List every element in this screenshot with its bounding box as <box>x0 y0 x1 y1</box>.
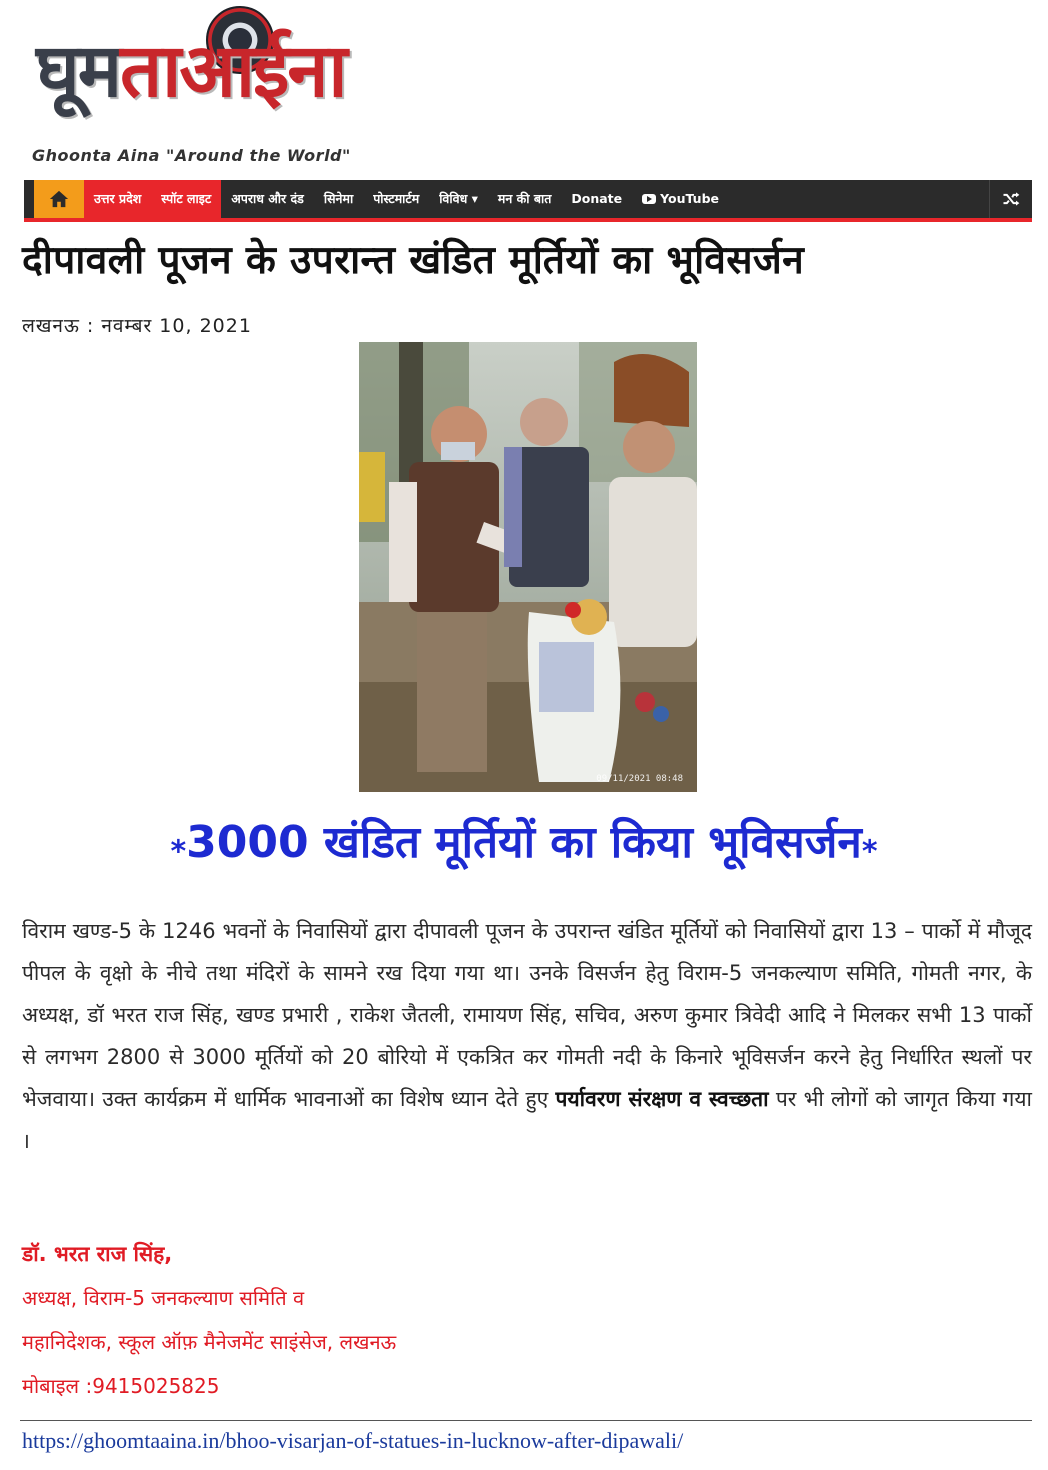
article-dateline: लखनऊ : नवम्बर 10, 2021 <box>22 315 252 337</box>
site-logo[interactable] <box>28 6 448 168</box>
article-body-part2: पर भी लोगों को जागृत किया गया । <box>22 1087 1032 1153</box>
nav-item-youtube[interactable] <box>632 180 729 218</box>
logo-tagline: Ghoonta Aina "Around the World" <box>32 146 351 165</box>
nav-item-spotlight[interactable]: स्पॉट लाइट <box>161 191 212 206</box>
author-signature <box>22 1232 396 1408</box>
author-name: डॉ. भरत राज सिंह, <box>22 1242 173 1266</box>
nav-item-donate[interactable]: Donate <box>571 191 623 206</box>
source-url-link[interactable]: https://ghoomtaaina.in/bhoo-visarjan-of-statues-in-lucknow-after-dipawali/ <box>22 1428 684 1453</box>
author-title-line1: अध्यक्ष, विराम-5 जनकल्याण समिति व <box>22 1286 305 1310</box>
nav-home-button[interactable] <box>34 180 84 218</box>
nav-item-mann-ki-baat[interactable]: मन की बात <box>497 191 552 206</box>
nav-item-youtube-label: YouTube <box>660 191 719 206</box>
photo-illustration <box>359 342 697 792</box>
nav-item-uttar-pradesh[interactable]: उत्तर प्रदेश <box>94 191 142 206</box>
asterisk-icon-left: ⁎ <box>170 826 187 861</box>
article-subheadline <box>0 810 1048 870</box>
asterisk-icon-right: ⁎ <box>861 826 878 861</box>
nav-active-group <box>84 180 221 218</box>
youtube-icon <box>642 194 656 204</box>
article-body-bold: पर्यावरण संरक्षण व स्वच्छता <box>555 1087 769 1111</box>
home-icon <box>48 189 70 209</box>
logo-wordmark: घूमताआईना <box>36 28 346 114</box>
article-body <box>22 910 1032 1162</box>
author-title-line2: महानिदेशक, स्कूल ऑफ़ मैनेजमेंट साइंसेज, लखनऊ <box>22 1330 397 1354</box>
nav-item-misc-dropdown[interactable]: विविध ▾ <box>439 191 478 206</box>
nav-item-crime[interactable]: अपराध और दंड <box>231 191 304 206</box>
article-photo <box>359 342 697 792</box>
nav-item-postmortem[interactable]: पोस्टमार्टम <box>373 191 420 206</box>
shuffle-button[interactable] <box>989 180 1032 218</box>
photo-timestamp: 09/11/2021 08:48 <box>596 774 683 784</box>
shuffle-icon <box>1001 189 1021 209</box>
article-headline: दीपावली पूजन के उपरान्त खंडित मूर्तियों का भूविसर्जन <box>22 238 805 283</box>
author-mobile: मोबाइल :9415025825 <box>22 1374 220 1398</box>
footer-divider <box>20 1420 1032 1421</box>
nav-item-cinema[interactable]: सिनेमा <box>323 191 354 206</box>
subheadline-text: 3000 खंडित मूर्तियों का किया भूविसर्जन <box>186 817 862 868</box>
main-navbar <box>24 180 1032 222</box>
article-body-part1: विराम खण्ड-5 के 1246 भवनों के निवासियों द्वारा दीपावली पूजन के उपरान्त खंडित मूर्तियों को निवासियों द्वारा 13 – पार्को में मौजूद पीपल के वृक्षो के नीचे तथा मंदिरों के सामने रख दिया गया था। उनके विसर्जन हेतु विराम-5 जनकल्याण समिति, गोमती नगर, के अध्यक्ष, डॉ भरत राज सिंह, खण्ड प्रभारी , राकेश जैतली, रामायण सिंह, सचिव, अरुण कुमार त्रिवेदी आदि ने मिलकर सभी 13 पार्को से लगभग 2800 से 3000 मूर्तियों को 20 बोरियो में एकत्रित कर गोमती नदी के किनारे भूविसर्जन करने हेतु निर्धारित स्थलों पर भेजवाया। उक्त कार्यक्रम में धार्मिक भावनाओं का विशेष ध्यान देते हुए <box>22 919 1033 1111</box>
